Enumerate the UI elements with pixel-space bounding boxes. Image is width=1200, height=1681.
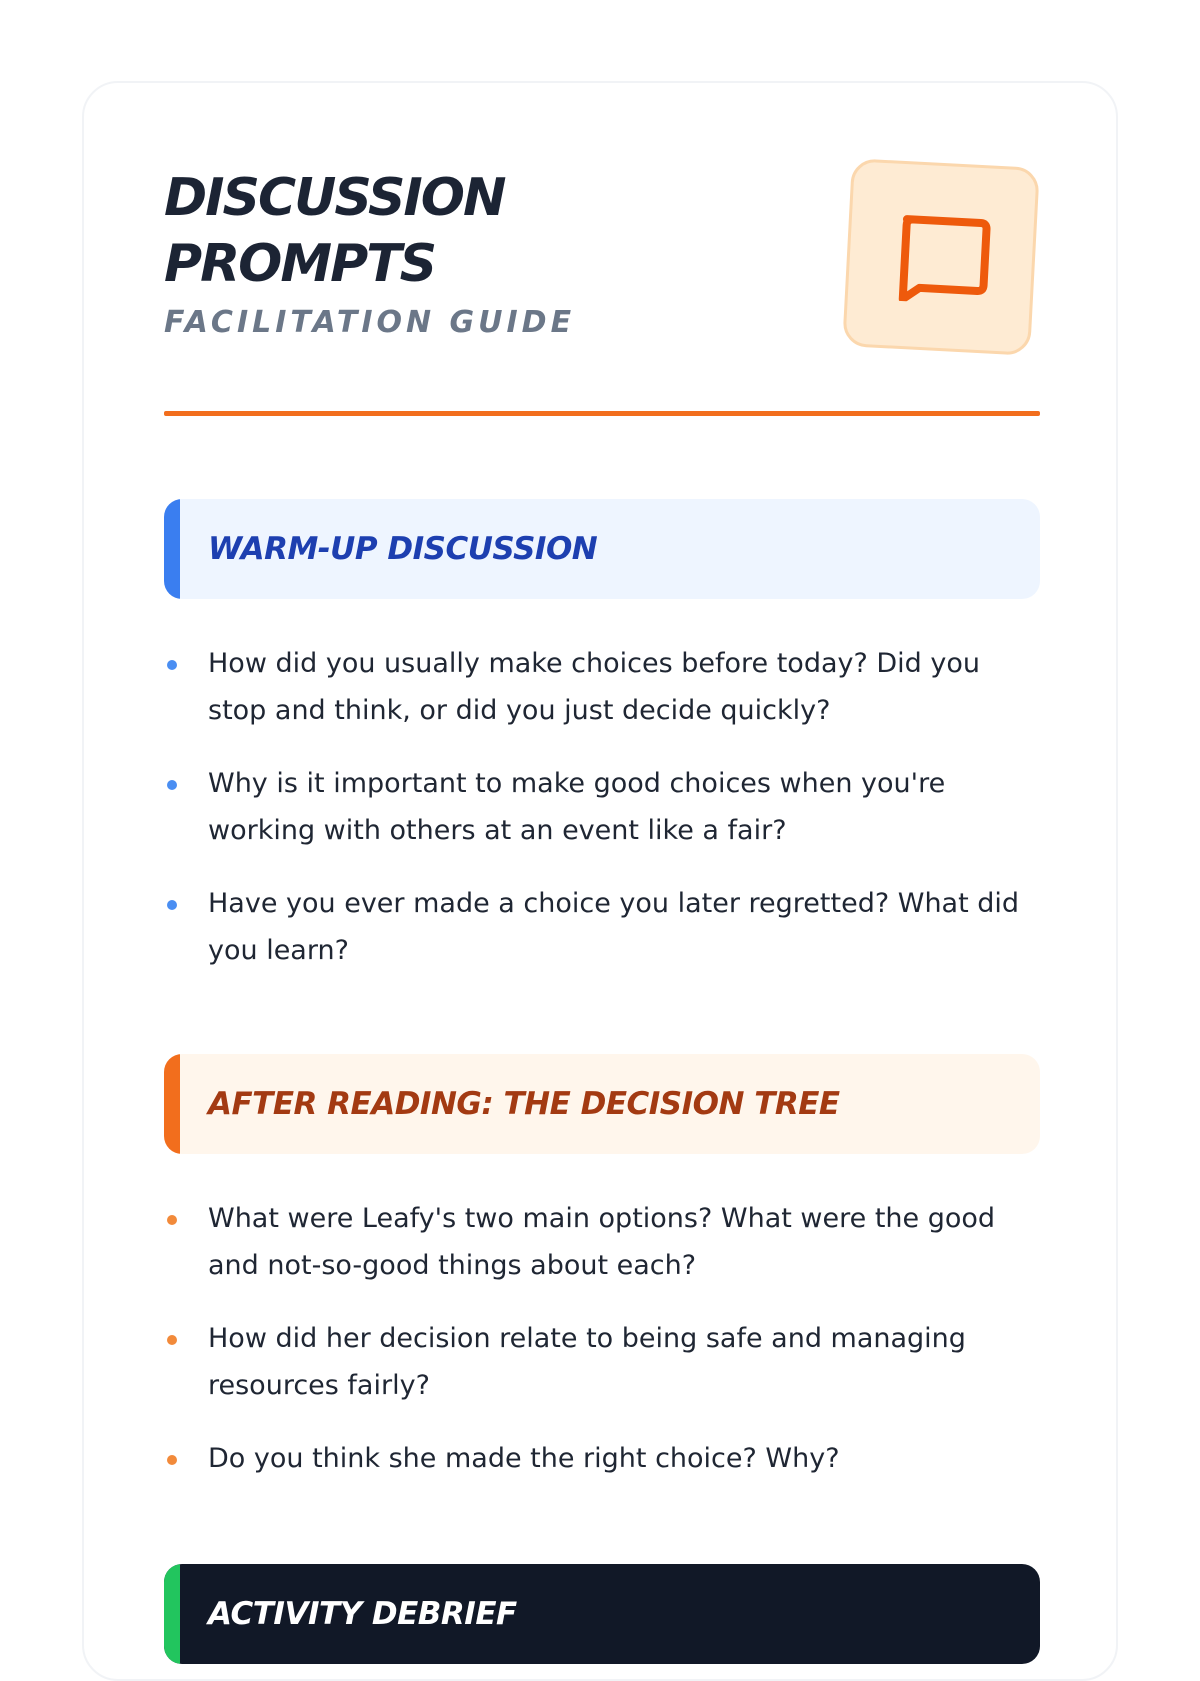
list-item: [164, 1315, 1044, 1409]
bullet-icon: [167, 660, 177, 670]
list-item: [164, 760, 1044, 854]
page-title: DISCUSSION PROMPTS: [164, 168, 505, 294]
prompt-text: Have you ever made a choice you later regretted? What did you learn?: [208, 888, 1020, 966]
section-header-activity-debrief: [164, 1564, 1040, 1664]
section-title: ACTIVITY DEBRIEF: [208, 1596, 517, 1632]
prompt-text: How did you usually make choices before today? Did you stop and think, or did you just decide quickly?: [208, 648, 981, 726]
list-item: [164, 640, 1044, 734]
prompt-text: How did her decision relate to being safe and managing resources fairly?: [208, 1323, 966, 1401]
section-accent-bar: [164, 1564, 180, 1664]
page-subtitle: FACILITATION GUIDE: [164, 305, 576, 340]
chat-bubble-icon-badge: [842, 158, 1040, 356]
section-accent-bar: [164, 1054, 180, 1154]
list-item: [164, 1435, 1044, 1482]
list-item: [164, 880, 1044, 974]
bullet-icon: [167, 900, 177, 910]
section-title: WARM-UP DISCUSSION: [208, 531, 598, 567]
prompt-text: Do you think she made the right choice? Why?: [208, 1443, 840, 1474]
bullet-icon: [167, 780, 177, 790]
prompt-text: Why is it important to make good choices when you're working with others at an event like a fair?: [208, 768, 946, 846]
bullet-icon: [167, 1215, 177, 1225]
header-divider: [164, 411, 1040, 416]
chat-bubble-icon: [889, 208, 994, 305]
prompt-text: What were Leafy's two main options? What were the good and not-so-good things about each?: [208, 1203, 996, 1281]
section-accent-bar: [164, 499, 180, 599]
section-header-after-reading: [164, 1054, 1040, 1154]
warm-up-prompt-list: [164, 640, 1044, 1000]
bullet-icon: [167, 1335, 177, 1345]
bullet-icon: [167, 1455, 177, 1465]
section-header-warm-up: [164, 499, 1040, 599]
section-title: AFTER READING: THE DECISION TREE: [208, 1086, 840, 1122]
list-item: [164, 1195, 1044, 1289]
after-reading-prompt-list: [164, 1195, 1044, 1508]
